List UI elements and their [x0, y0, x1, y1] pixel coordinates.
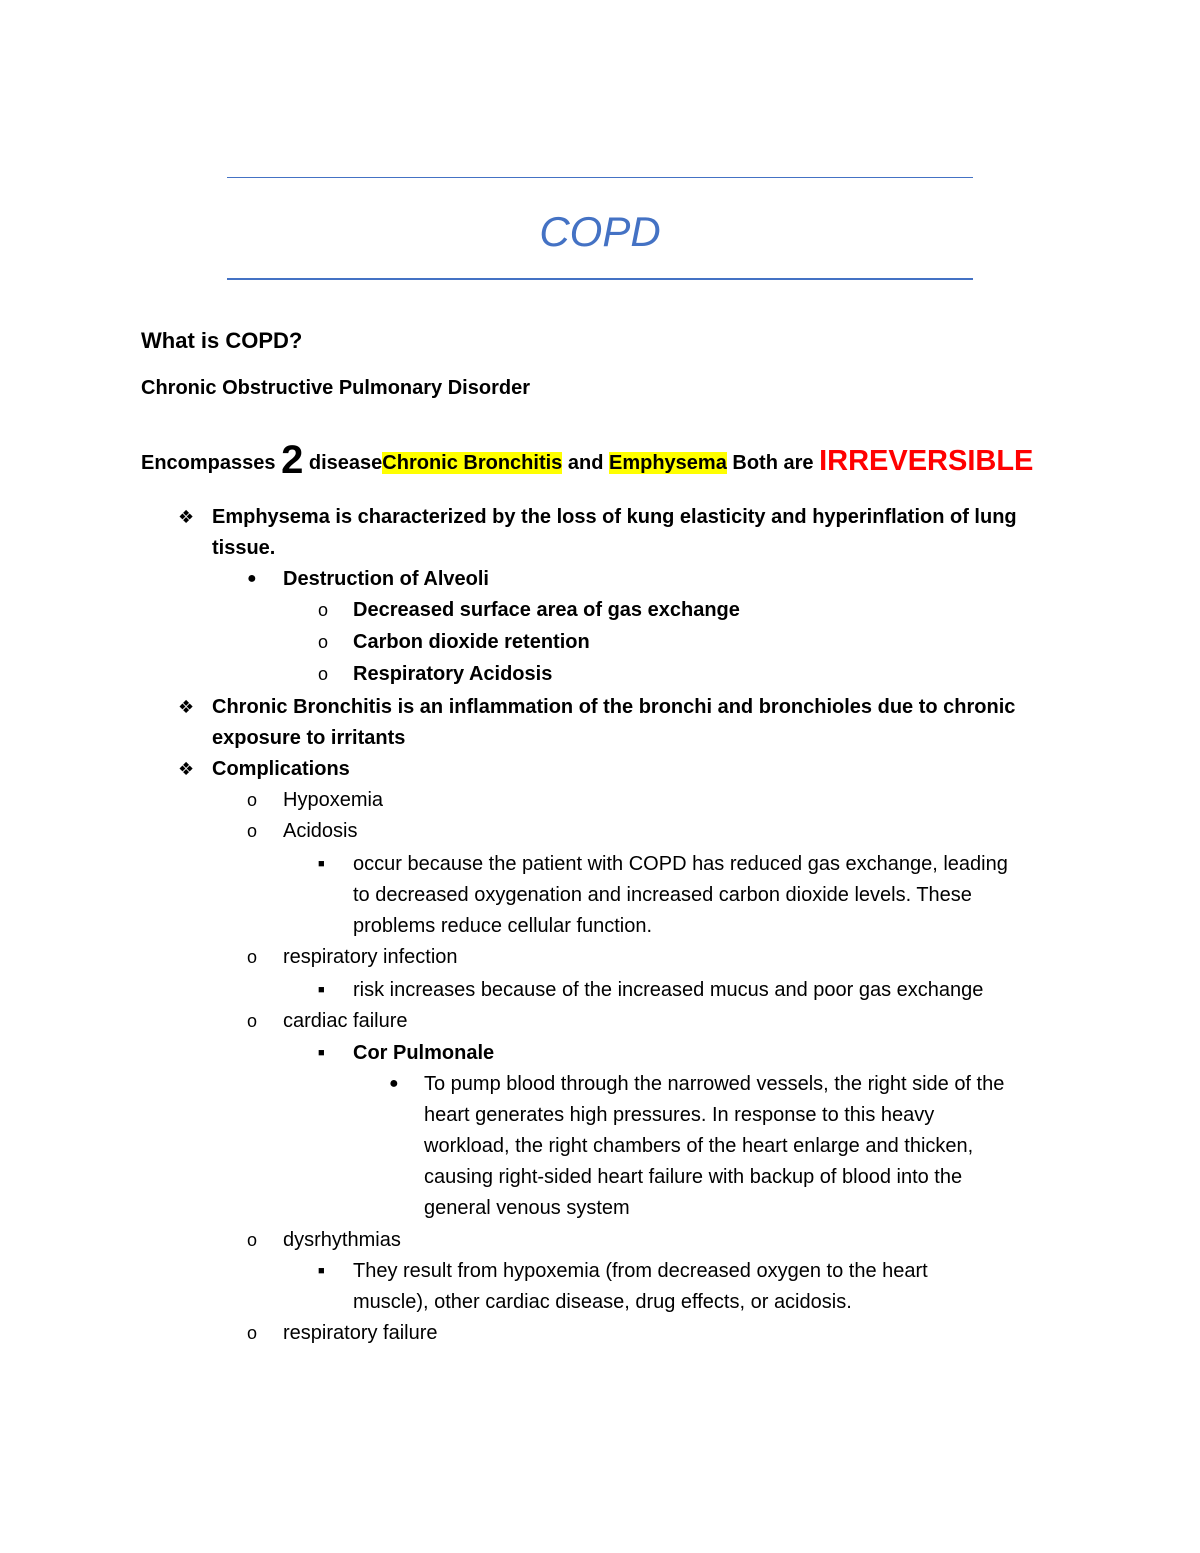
list-item: They result from hypoxemia (from decreased oxygen to the heart — [353, 1260, 928, 1282]
list-item: occur because the patient with COPD has reduced gas exchange, leading — [353, 853, 1008, 875]
list-item: cardiac failure — [283, 1010, 408, 1032]
list-item: risk increases because of the increased mucus and poor gas exchange — [353, 979, 984, 1001]
list-item-continued: tissue. — [212, 537, 276, 559]
diamond-bullet-icon: ❖ — [178, 507, 195, 527]
list-item: To pump blood through the narrowed vessels, the right side of the — [424, 1073, 1005, 1095]
list-item: Hypoxemia — [283, 789, 384, 811]
encompasses-line — [141, 432, 1033, 491]
section-heading: What is COPD? — [141, 328, 303, 353]
encompasses-and: and — [567, 452, 604, 474]
irreversible-label: IRREVERSIBLE — [819, 445, 1034, 477]
title-rule-bottom — [227, 278, 973, 280]
circle-bullet-icon: o — [247, 947, 258, 967]
list-item: Respiratory Acidosis — [353, 663, 553, 685]
list-item-continued: muscle), other cardiac disease, drug effects, or acidosis. — [353, 1291, 852, 1313]
circle-bullet-icon: o — [247, 821, 258, 841]
square-bullet-icon: ■ — [318, 1265, 325, 1277]
circle-bullet-icon: o — [318, 600, 329, 620]
circle-bullet-icon: o — [247, 1323, 258, 1343]
circle-bullet-icon: o — [247, 790, 258, 810]
list-item: Chronic Bronchitis is an inflammation of the bronchi and bronchioles due to chronic — [212, 696, 1016, 718]
document-title: COPD — [539, 208, 661, 255]
list-item-continued: to decreased oxygenation and increased carbon dioxide levels. These — [353, 884, 972, 906]
highlight-chronic-bronchitis: Chronic Bronchitis — [382, 452, 563, 474]
list-item-continued: exposure to irritants — [212, 727, 406, 749]
list-item-continued: workload, the right chambers of the heart enlarge and thicken, — [424, 1135, 974, 1157]
disease-count: 2 — [281, 438, 304, 482]
list-item: Destruction of Alveoli — [283, 568, 489, 590]
list-item: Complications — [212, 758, 350, 780]
list-item-continued: causing right-sided heart failure with backup of blood into the — [424, 1166, 963, 1188]
diamond-bullet-icon: ❖ — [178, 697, 195, 717]
square-bullet-icon: ■ — [318, 984, 325, 996]
encompasses-prefix: Encompasses — [141, 452, 276, 474]
list-item: Decreased surface area of gas exchange — [353, 599, 740, 621]
list-item-continued: heart generates high pressures. In response to this heavy — [424, 1104, 935, 1126]
encompasses-both: Both are — [732, 452, 814, 474]
list-item: respiratory infection — [283, 946, 458, 968]
list-item: Acidosis — [283, 820, 358, 842]
circle-bullet-icon: o — [247, 1230, 258, 1250]
title-rule-top — [227, 177, 973, 178]
list-item-continued: general venous system — [424, 1197, 630, 1219]
list-item: dysrhythmias — [283, 1229, 401, 1251]
list-item-continued: problems reduce cellular function. — [353, 915, 653, 937]
subtitle: Chronic Obstructive Pulmonary Disorder — [141, 377, 530, 399]
square-bullet-icon: ■ — [318, 858, 325, 870]
highlight-emphysema: Emphysema — [608, 452, 727, 474]
circle-bullet-icon: o — [318, 664, 329, 684]
circle-bullet-icon: o — [247, 1011, 258, 1031]
square-bullet-icon: ■ — [318, 1047, 325, 1059]
encompasses-word: disease — [308, 452, 383, 474]
list-item: Carbon dioxide retention — [353, 631, 590, 653]
diamond-bullet-icon: ❖ — [178, 759, 195, 779]
dot-bullet-icon: ● — [389, 1075, 399, 1092]
dot-bullet-icon: ● — [247, 570, 257, 587]
circle-bullet-icon: o — [318, 632, 329, 652]
list-item: Cor Pulmonale — [353, 1042, 495, 1064]
list-item: respiratory failure — [283, 1322, 438, 1344]
list-item: Emphysema is characterized by the loss of kung elasticity and hyperinflation of lung — [212, 506, 1017, 528]
